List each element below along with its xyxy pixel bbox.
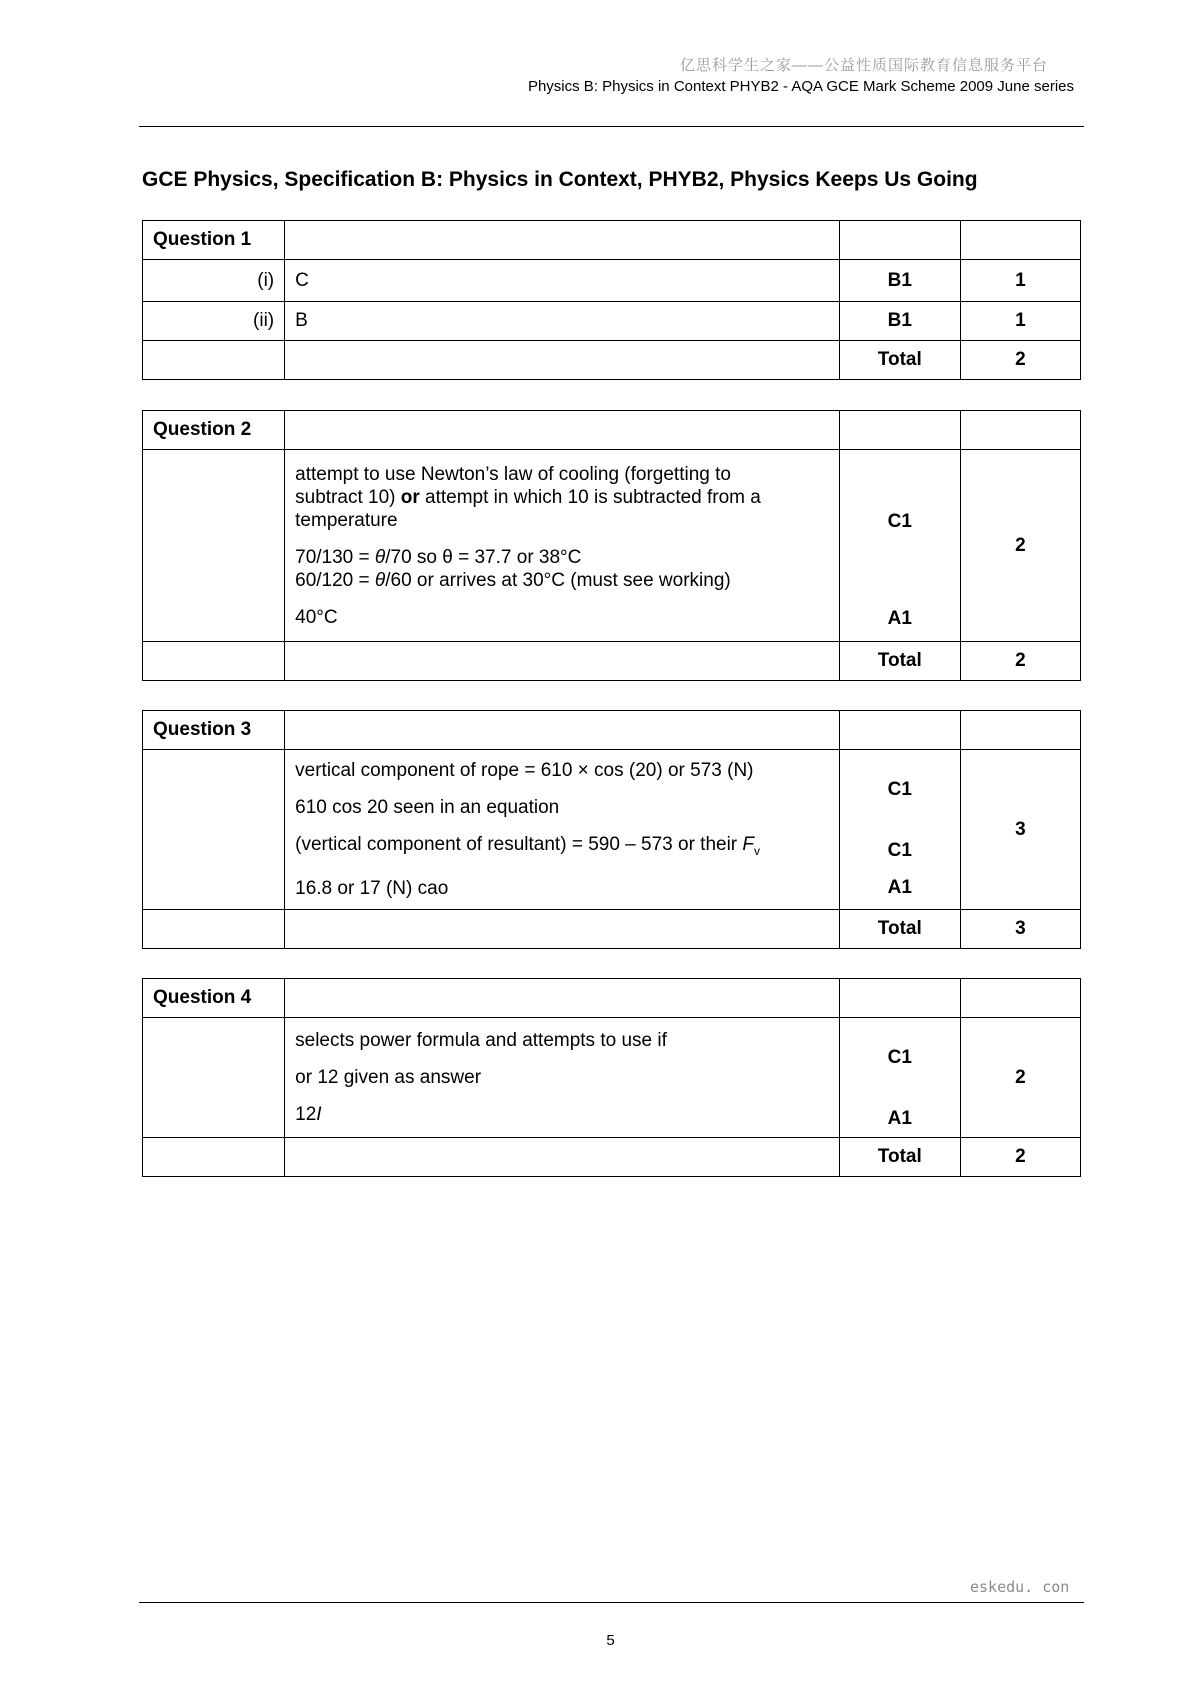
total-label: Total <box>839 1138 960 1177</box>
table-row <box>143 260 1081 302</box>
watermark-chinese: 亿思科学生之家——公益性质国际教育信息服务平台 <box>680 57 1049 74</box>
table-row <box>143 711 1081 750</box>
mark-score: 1 <box>960 260 1080 302</box>
mark-code: C1 <box>887 1047 912 1068</box>
mark-score: 1 <box>960 302 1080 341</box>
question-label: Question 1 <box>143 221 285 260</box>
question-2-table <box>142 410 1081 681</box>
total-label: Total <box>839 642 960 681</box>
total-score: 2 <box>960 341 1080 380</box>
table-row <box>143 302 1081 341</box>
mark-code: A1 <box>887 1108 912 1129</box>
table-row <box>143 1138 1081 1177</box>
part-label: (ii) <box>143 302 285 341</box>
answer: B <box>285 302 840 341</box>
mark-code: A1 <box>887 608 912 629</box>
footer-rule <box>139 1602 1084 1603</box>
table-row <box>143 1018 1081 1138</box>
question-label: Question 3 <box>143 711 285 750</box>
answer: vertical component of rope = 610 × cos (20) or 573 (N) 610 cos 20 seen in an equation (vertical component of resultant) = 590 – 573 or their $F_v$ 16.8 or 17 (N) cao <box>285 750 840 910</box>
table-row <box>143 750 1081 910</box>
watermark-english: eskedu. con <box>970 1578 1070 1596</box>
table-row <box>143 910 1081 949</box>
mark-score: 2 <box>960 1018 1080 1138</box>
mark-code: A1 <box>887 877 912 898</box>
table-row <box>143 221 1081 260</box>
table-row <box>143 642 1081 681</box>
question-4-table <box>142 978 1081 1177</box>
total-score: 3 <box>960 910 1080 949</box>
running-header: Physics B: Physics in Context PHYB2 - AQA GCE Mark Scheme 2009 June series <box>527 78 1074 95</box>
header-rule <box>139 126 1084 127</box>
document-title: GCE Physics, Specification B: Physics in Context, PHYB2, Physics Keeps Us Going <box>142 168 978 191</box>
answer: C <box>285 260 840 302</box>
mark-code: B1 <box>839 302 960 341</box>
answer: selects power formula and attempts to use if or 12 given as answer 12I <box>285 1018 840 1138</box>
page-number: 5 <box>606 1632 615 1649</box>
question-3-table <box>142 710 1081 949</box>
mark-code: C1 <box>887 779 912 800</box>
mark-code: C1 <box>887 511 912 532</box>
mark-code: C1 <box>887 840 912 861</box>
question-label: Question 4 <box>143 979 285 1018</box>
part-label: (i) <box>143 260 285 302</box>
answer: attempt to use Newton’s law of cooling (forgetting to subtract 10) or attempt in which 10 is subtracted from a temperature 70/130 = θ/70 so θ = 37.7 or 38°C 60/120 = θ/60 or arrives at 30°C (must see working) 40°C <box>285 450 840 642</box>
mark-code: B1 <box>839 260 960 302</box>
table-row <box>143 341 1081 380</box>
table-row <box>143 411 1081 450</box>
total-score: 2 <box>960 1138 1080 1177</box>
total-score: 2 <box>960 642 1080 681</box>
table-row <box>143 979 1081 1018</box>
total-label: Total <box>839 910 960 949</box>
total-label: Total <box>839 341 960 380</box>
mark-score: 3 <box>960 750 1080 910</box>
table-row <box>143 450 1081 642</box>
mark-score: 2 <box>960 450 1080 642</box>
question-label: Question 2 <box>143 411 285 450</box>
question-1-table <box>142 220 1081 380</box>
